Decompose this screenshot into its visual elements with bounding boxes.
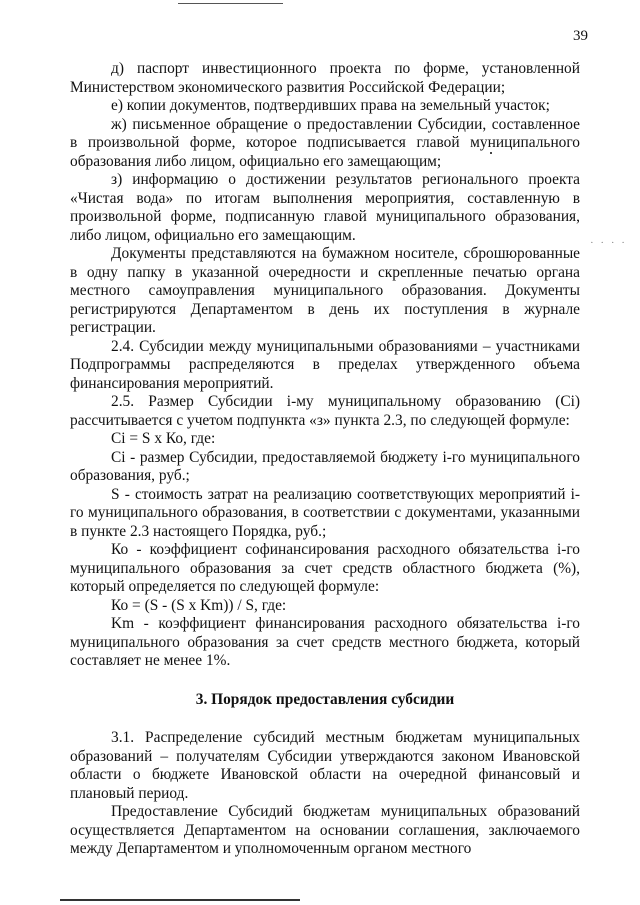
paragraph-documents: Документы представляются на бумажном носителе, сброшюрованные в одну папку в указанной очередности и скрепленные печатью органа местного самоуправления муниципального образования. Документы регистрируются Департаментом в день их поступления в журнале регистрации. [70,245,580,336]
page-number: 39 [573,28,588,44]
paragraph-z: з) информацию о достижении результатов регионального проекта «Чистая вода» по итогам выполнения мероприятия, составленную в произвольной форме, подписанную главой муниципального образования, либо лицом, официально его замещающим. [70,171,580,244]
paragraph-d: д) паспорт инвестиционного проекта по форме, установленной Министерством экономического развития Российской Федерации; [70,60,580,96]
paragraph-3-1: 3.1. Распределение субсидий местным бюджетам муниципальных образований – получателям Субсидии утверждаются законом Ивановской области о бюджете Ивановской области на очередной финансовый и плановый период. [70,729,580,802]
formula-ci: Ci = S x Ко, где: [111,430,216,447]
definition-ko: Ко - коэффициент софинансирования расходного обязательства i-го муниципального образования за счет средств областного бюджета (%), который определяется по следующей формуле: [70,541,580,595]
definition-km: Km - коэффициент финансирования расходного обязательства i-го муниципального образования за счет средств местного бюджета, который составляет не менее 1%. [70,615,580,669]
bottom-rule [60,899,300,901]
paragraph-provision: Предоставление Субсидий бюджетам муниципальных образований осуществляется Департаментом на основании соглашения, заключаемого между Департаментом и уполномоченным органом местного [70,803,580,857]
definition-ci: Ci - размер Субсидии, предоставляемой бюджету i-го муниципального образования, руб.; [70,448,580,484]
paragraph-2-4: 2.4. Субсидии между муниципальными образованиями – участниками Подпрограммы распределяются в пределах утвержденного объема финансирования мероприятий. [70,337,580,392]
section-heading: 3. Порядок предоставления субсидии [195,690,455,708]
formula-ko: Ко = (S - (S x Km)) / S, где: [111,596,287,614]
paragraph-e: е) копии документов, подтвердивших права на земельный участок; [111,97,550,114]
margin-mark: · · · · [590,237,627,249]
paragraph-zh: ж) письменное обращение о предоставлении Субсидии, составленное в произвольной форме, которое подписывается главой муниципального образования либо лицом, официально его замещающим; [70,115,580,170]
paragraph-2-5: 2.5. Размер Субсидии i-му муниципальному образованию (Ci) рассчитывается с учетом подпункта «з» пункта 2.3, по следующей формуле: [70,393,580,429]
document-body [70,60,580,859]
top-rule [178,3,283,4]
definition-s: S - стоимость затрат на реализацию соответствующих мероприятий i-го муниципального образования, в соответствии с документами, указанными в пункте 2.3 настоящего Порядка, руб.; [70,485,580,540]
